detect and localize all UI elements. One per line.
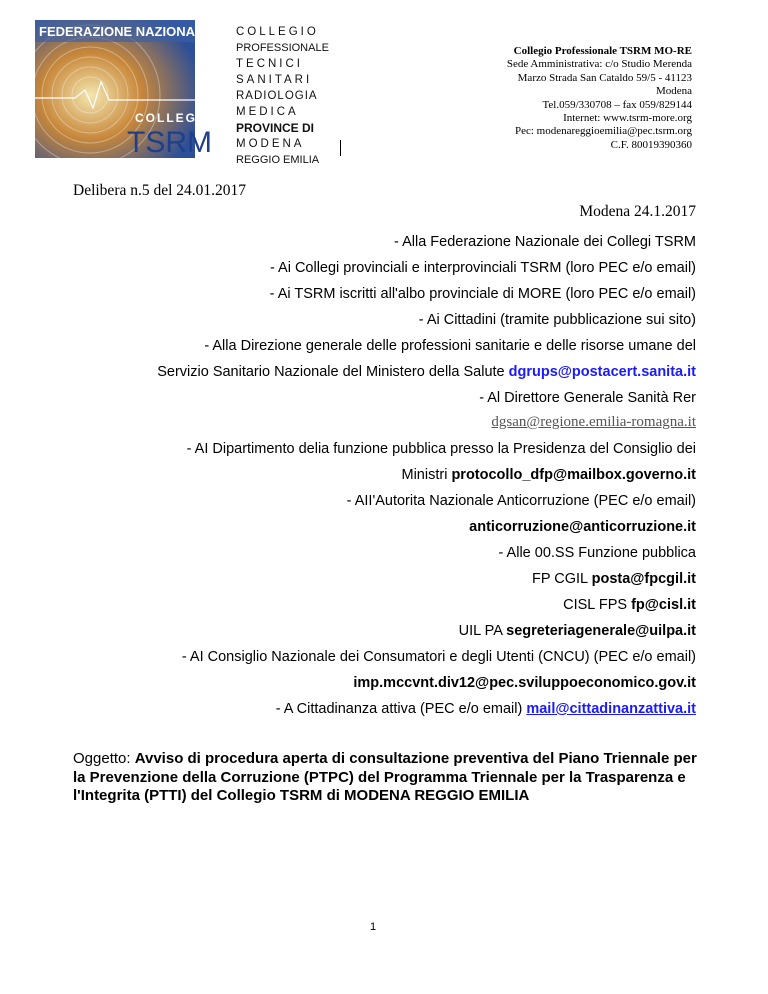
- subject-paragraph: [73, 750, 713, 806]
- recipient-line: - Ai TSRM iscritti all'albo provinciale di MORE (loro PEC e/o email): [269, 286, 696, 302]
- recipient-line: - AI Dipartimento delia funzione pubblica presso la Presidenza del Consiglio dei: [186, 441, 696, 457]
- address-line: Pec: modenareggioemilia@pec.tsrm.org: [514, 125, 692, 138]
- text-cursor: [340, 140, 341, 156]
- recipient-line: [459, 623, 696, 639]
- recipient-line: - Ai Cittadini (tramite pubblicazione sui sito): [418, 312, 696, 328]
- email-link[interactable]: posta@fpcgil.it: [591, 571, 696, 587]
- logo-collegi: COLLEGI: [135, 111, 203, 125]
- subject-label: Oggetto:: [73, 750, 135, 767]
- logo-tsrm: TSRM: [127, 126, 212, 159]
- page-number: 1: [370, 921, 377, 933]
- letterhead-address: [507, 45, 692, 152]
- letter-date: Modena 24.1.2017: [579, 203, 696, 220]
- recipient-line: - AI Consiglio Nazionale dei Consumatori e degli Utenti (CNCU) (PEC e/o email): [181, 649, 696, 665]
- subject-text: Avviso di procedura aperta di consultazione preventiva del Piano Triennale per la Prevenzione della Corruzione (PTPC) del Programma Triennale per la Trasparenza e l'Integrita (PTTI) del Collegio TSRM di MODENA REGGIO EMILIA: [73, 750, 697, 804]
- wordmark-line: SANITARI: [236, 74, 313, 86]
- email-link[interactable]: protocollo_dfp@mailbox.governo.it: [451, 467, 696, 483]
- email-link[interactable]: mail@cittadinanzattiva.it: [526, 701, 696, 717]
- email-link[interactable]: imp.mccvnt.div12@pec.sviluppoeconomico.gov.it: [353, 675, 696, 691]
- recipient-line: - Al Direttore Generale Sanità Rer: [479, 390, 696, 406]
- wordmark-line: RADIOLOGIA: [236, 90, 318, 102]
- recipient-text: UIL PA: [458, 623, 507, 639]
- address-line: Modena: [655, 85, 692, 98]
- wordmark-line: TECNICI: [236, 58, 303, 70]
- wordmark-line: REGGIO EMILIA: [236, 154, 320, 166]
- recipient-line: - Alle 00.SS Funzione pubblica: [498, 545, 696, 561]
- recipient-text: Servizio Sanitario Nazionale del Ministero della Salute: [157, 364, 509, 380]
- recipient-line: - Ai Collegi provinciali e interprovinciali TSRM (loro PEC e/o email): [269, 260, 696, 276]
- recipient-line: - AII'Autorita Nazionale Anticorruzione (PEC e/o email): [346, 493, 696, 509]
- collegio-wordmark: [236, 24, 329, 168]
- recipient-line: [276, 701, 696, 717]
- recipient-line: [532, 571, 696, 587]
- address-line: Marzo Strada San Cataldo 59/5 - 41123: [517, 71, 692, 84]
- recipient-line: - Alla Federazione Nazionale dei Collegi TSRM: [394, 234, 696, 250]
- wordmark-line: PROVINCE DI: [236, 121, 315, 135]
- wordmark-line: PROFESSIONALE: [236, 42, 329, 54]
- logo-banner: FEDERAZIONE NAZIONALE: [39, 24, 212, 39]
- email-link[interactable]: dgrups@postacert.sanita.it: [508, 364, 696, 380]
- recipient-text: CISL FPS: [563, 597, 632, 613]
- email-link[interactable]: segreteriagenerale@uilpa.it: [506, 623, 696, 639]
- address-line: Internet: www.tsrm-more.org: [563, 112, 692, 125]
- address-line: Tel.059/330708 – fax 059/829144: [542, 98, 692, 111]
- recipient-line: - Alla Direzione generale delle professioni sanitarie e delle risorse umane del: [204, 338, 696, 354]
- wordmark-line: MEDICA: [236, 106, 299, 118]
- email-link[interactable]: dgsan@regione.emilia-romagna.it: [491, 414, 696, 430]
- recipient-text: Ministri: [401, 467, 452, 483]
- organization-name: Collegio Professionale TSRM MO-RE: [513, 45, 692, 57]
- address-line: Sede Amministrativa: c/o Studio Merenda: [506, 58, 692, 71]
- recipient-line: [402, 467, 697, 483]
- delibera-number: Delibera n.5 del 24.01.2017: [73, 182, 247, 199]
- recipient-line: [563, 597, 696, 613]
- recipient-text: - A Cittadinanza attiva (PEC e/o email): [275, 701, 527, 717]
- address-line: C.F. 80019390360: [610, 138, 692, 151]
- logo-graphic: [35, 20, 212, 159]
- federation-logo: [35, 20, 212, 159]
- wordmark-line: MODENA: [236, 138, 305, 150]
- wordmark-line: COLLEGIO: [236, 26, 319, 38]
- recipient-text: FP CGIL: [531, 571, 592, 587]
- email-link[interactable]: anticorruzione@anticorruzione.it: [469, 519, 696, 535]
- recipient-line: [157, 364, 696, 380]
- email-link[interactable]: fp@cisl.it: [631, 597, 696, 613]
